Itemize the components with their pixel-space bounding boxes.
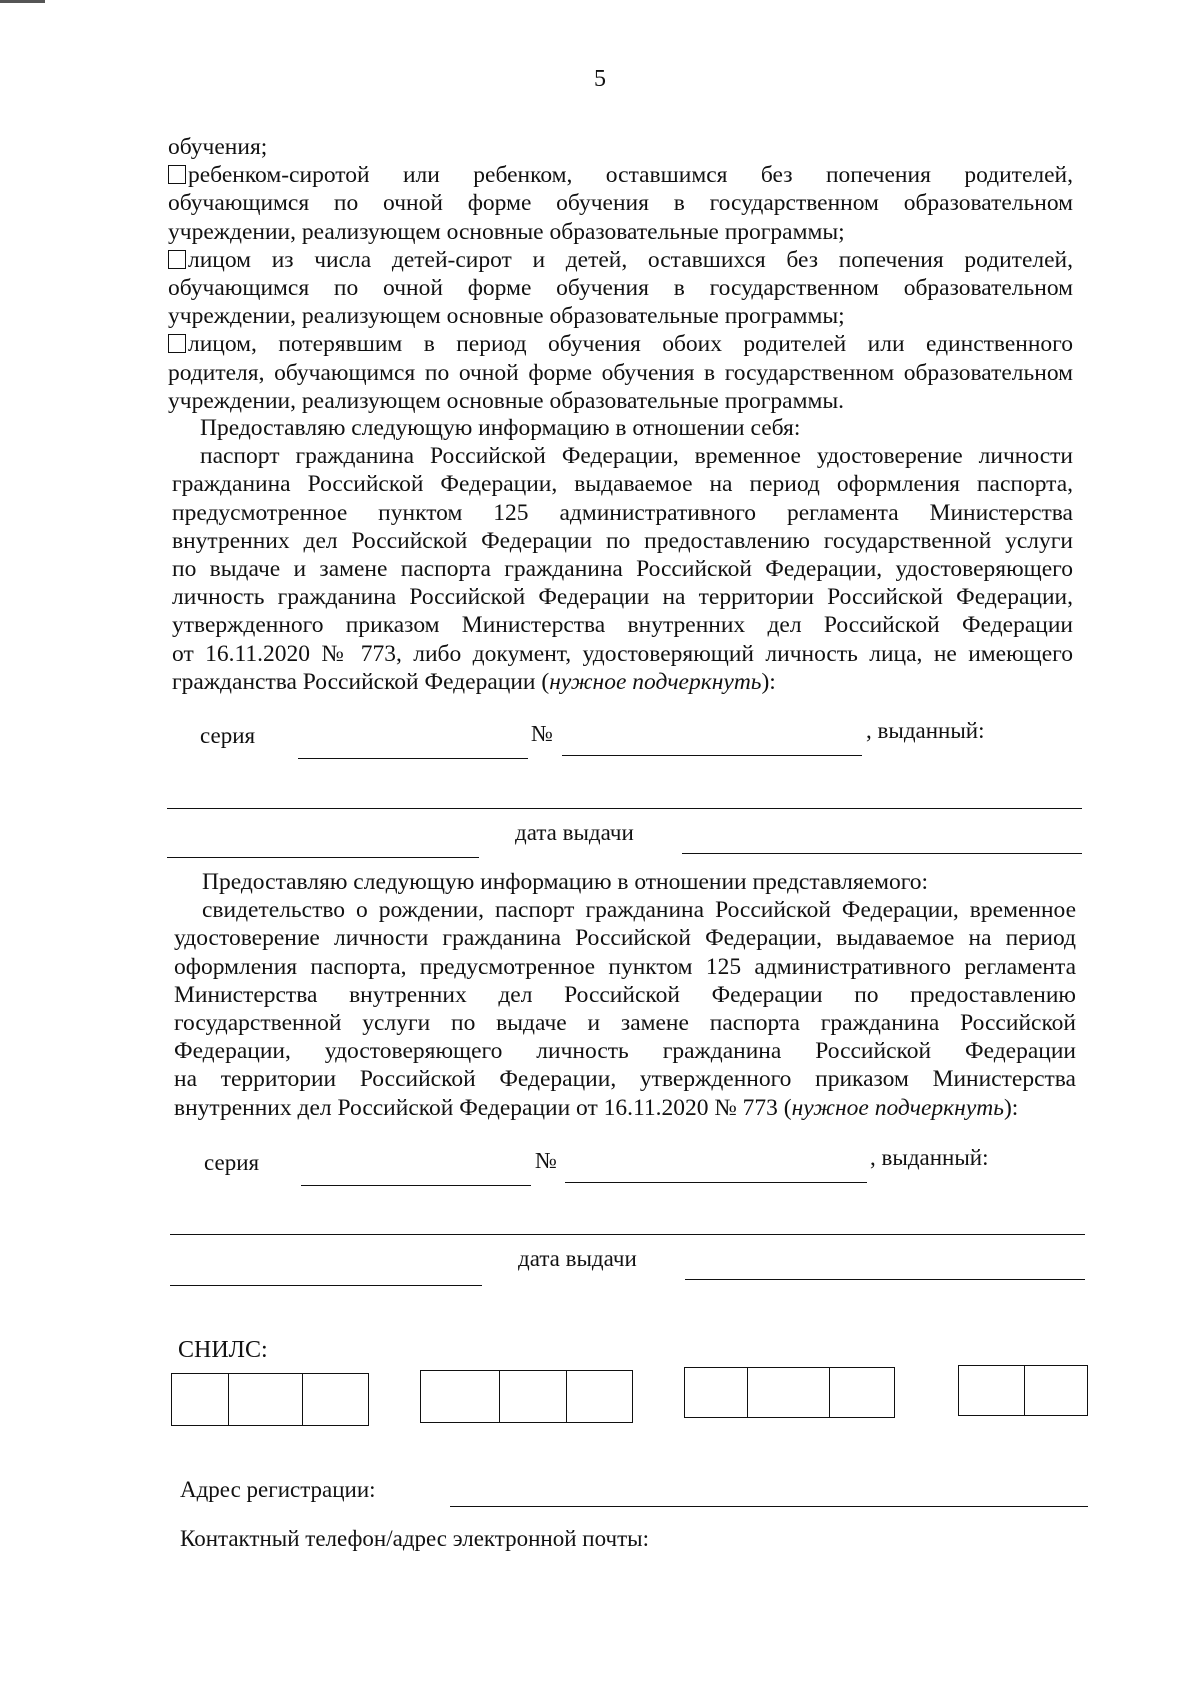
self-line-2: гражданина Российской Федерации, выдаваемое на период оформления паспорта, [172,471,1073,498]
snils-digit-box[interactable] [500,1371,567,1422]
self-series-field[interactable] [298,758,528,759]
snils-digit-box[interactable] [421,1371,500,1422]
snils-group-2 [420,1370,633,1423]
rep-emphasis: нужное подчеркнуть [791,1094,1004,1121]
rep-line-5: государственной услуги по выдаче и замене паспорта гражданина Российской [174,1010,1076,1037]
self-issued-by-field[interactable] [167,808,1082,809]
continuation-text: обучения; [168,134,268,160]
scan-edge-mark [0,0,45,3]
self-date-field[interactable] [682,853,1082,854]
option-1-line-3: учреждении, реализующем основные образовательные программы; [168,218,845,245]
snils-digit-box[interactable] [748,1368,830,1417]
rep-line-3: оформления паспорта, предусмотренное пунктом 125 административного регламента [174,953,1076,980]
rep-date-label: дата выдачи [518,1246,637,1271]
self-line-8: от 16.11.2020 № 773, либо документ, удостоверяющий личность лица, не имеющего [172,640,1073,667]
rep-line-4: Министерства внутренних дел Российской Федерации по предоставлению [174,981,1076,1008]
option-3-line-2: родителя, обучающимся по очной форме обучения в государственном образовательном [168,359,1073,386]
snils-group-1 [171,1373,369,1426]
snils-digit-box[interactable] [172,1374,229,1425]
self-date-left-field[interactable] [167,857,479,858]
self-line-1: паспорт гражданина Российской Федерации, временное удостоверение личности [200,443,1073,470]
option-2-line-1: лицом из числа детей-сирот и детей, оставшихся без попечения родителей, [168,246,1073,274]
rep-number-field[interactable] [565,1182,867,1183]
self-section [172,414,1073,696]
address-label: Адрес регистрации: [180,1477,376,1502]
rep-line-1: свидетельство о рождении, паспорт гражданина Российской Федерации, временное [202,897,1076,924]
self-emphasis: нужное подчеркнуть [549,668,762,695]
self-number-field[interactable] [562,755,862,756]
rep-date-field[interactable] [685,1279,1085,1280]
snils-group-3 [684,1367,895,1418]
rep-issued-label: , выданный: [870,1145,989,1170]
intro-block [168,133,1073,415]
self-date-label: дата выдачи [515,820,634,845]
rep-series-field[interactable] [301,1185,531,1186]
option-1-line-2: обучающимся по очной форме обучения в государственном образовательном [168,190,1073,217]
address-field[interactable] [450,1506,1088,1507]
snils-digit-box[interactable] [830,1368,894,1417]
self-line-3: предусмотренное пунктом 125 административного регламента Министерства [172,499,1073,526]
self-number-label: № [531,721,553,746]
option-3-checkbox[interactable] [168,334,186,353]
self-line-5: по выдаче и замене паспорта гражданина Российской Федерации, удостоверяющего [172,556,1073,583]
option-3-line-1: лицом, потерявшим в период обучения обоих родителей или единственного [168,330,1073,358]
snils-digit-box[interactable] [567,1371,632,1422]
option-2-line-2: обучающимся по очной форме обучения в государственном образовательном [168,275,1073,302]
rep-line-8: внутренних дел Российской Федерации от 16.11.2020 № 773 (нужное подчеркнуть): [174,1094,1019,1121]
rep-line-2: удостоверение личности гражданина Российской Федерации, выдаваемое на период [174,925,1076,952]
snils-digit-box[interactable] [303,1374,368,1425]
rep-date-left-field[interactable] [170,1285,482,1286]
rep-line-6: Федерации, удостоверяющего личность гражданина Российской Федерации [174,1038,1076,1065]
self-line-9: гражданства Российской Федерации (нужное подчеркнуть): [172,668,776,695]
option-2-line-3: учреждении, реализующем основные образовательные программы; [168,303,845,330]
rep-section [174,868,1076,1122]
option-1-line-1: ребенком-сиротой или ребенком, оставшимся без попечения родителей, [168,161,1073,189]
rep-series-label: серия [204,1150,260,1175]
snils-digit-box[interactable] [229,1374,303,1425]
snils-group-4 [958,1365,1088,1416]
self-line-7: утвержденного приказом Министерства внутренних дел Российской Федерации [172,612,1073,639]
self-issued-label: , выданный: [866,718,985,743]
rep-number-label: № [535,1148,557,1173]
self-series-label: серия [200,723,256,748]
self-heading: Предоставляю следующую информацию в отношении себя: [200,415,801,441]
contact-label: Контактный телефон/адрес электронной почты: [180,1526,649,1551]
snils-label: СНИЛС: [178,1337,268,1363]
rep-issued-by-field[interactable] [170,1234,1085,1235]
snils-digit-box[interactable] [959,1366,1025,1415]
self-line-6: личность гражданина Российской Федерации на территории Российской Федерации, [172,584,1073,611]
snils-digit-box[interactable] [1025,1366,1087,1415]
page-number: 5 [594,66,606,92]
snils-digit-box[interactable] [685,1368,748,1417]
option-1-checkbox[interactable] [168,165,186,184]
self-line-4: внутренних дел Российской Федерации по предоставлению государственной услуги [172,527,1073,554]
option-2-checkbox[interactable] [168,250,186,269]
rep-heading: Предоставляю следующую информацию в отношении представляемого: [202,869,929,895]
rep-line-7: на территории Российской Федерации, утвержденного приказом Министерства [174,1066,1076,1093]
option-3-line-3: учреждении, реализующем основные образовательные программы. [168,387,844,414]
